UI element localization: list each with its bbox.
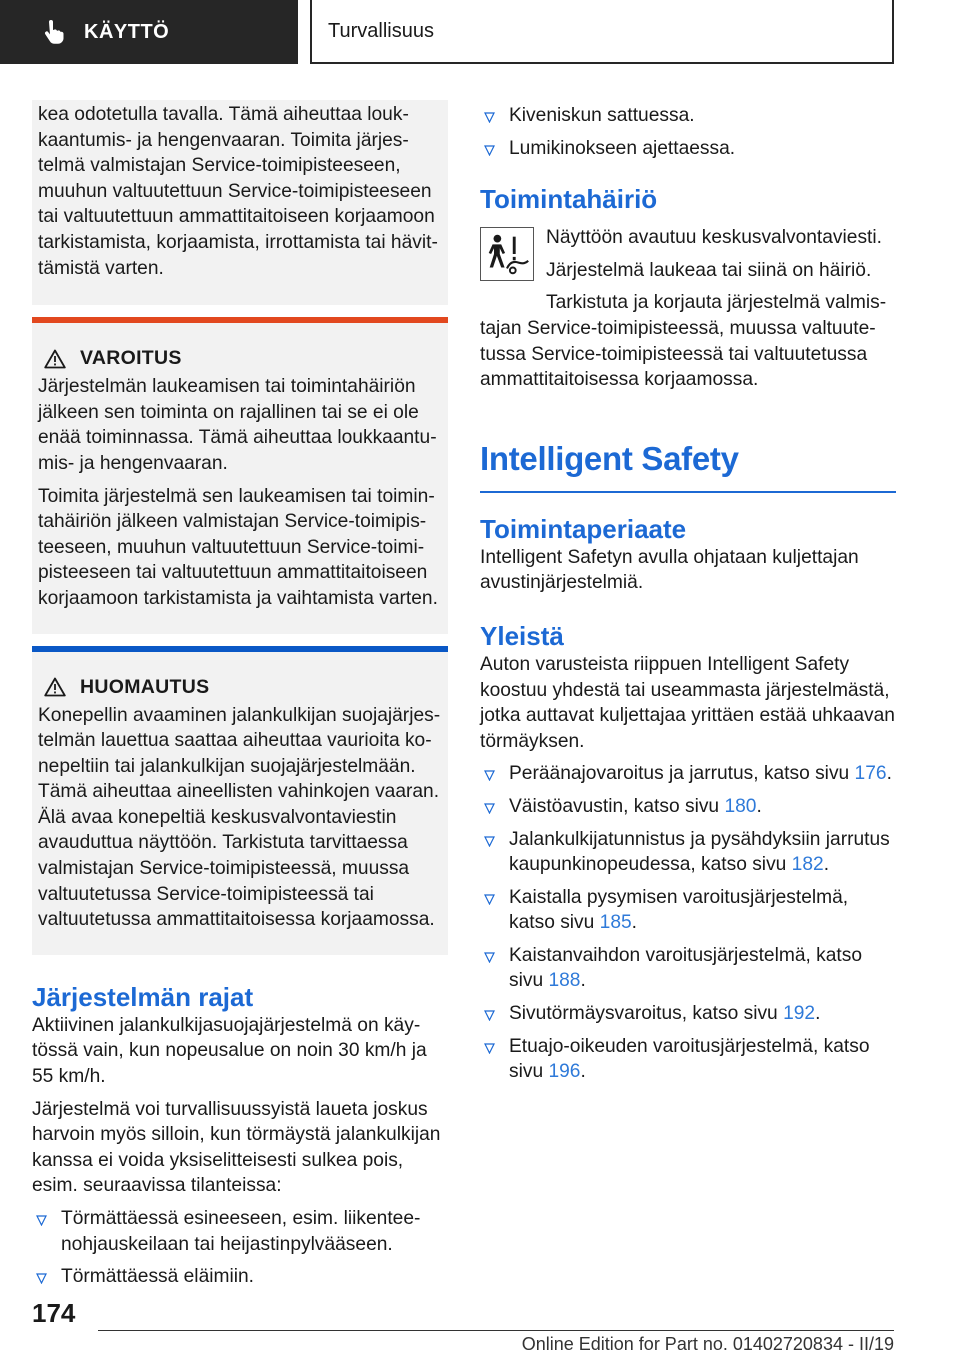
warning-box bbox=[32, 317, 448, 633]
list-item bbox=[32, 1206, 448, 1257]
list-item-text: Törmättäessä eläimiin. bbox=[61, 1266, 255, 1288]
triangle-bullet-icon bbox=[484, 894, 495, 905]
fault-line-3: Tarkistuta ja korjauta järjestelmä valmistajan Service-toimipisteessä, muussa valtuutetussa Service-toimipisteessä tai valtuutetussa ammattitaitoisessa korjaamossa. bbox=[480, 292, 887, 391]
limits-paragraph-1: Aktiivinen jalankulkijasuojajärjestelmä on käytössä vain, kun nopeusalue on noin 30 km/h ja 55 km/h. bbox=[32, 1014, 427, 1088]
notice-paragraph: Konepellin avaaminen jalankulkijan suojajärjestelmän lauettua saattaa aiheuttaa vaurioita konepeltiin tai jalankulkijan suojajärjestelmään. Tämä aiheuttaa aineellisten vahinkojen vaaran. Älä avaa konepeltiä keskusvalvontaviestin avauduttua näyttöön. Tarkistuta tarvittaessa valmistajan Service-toimipisteessä, muussa valtuutetussa Service-toimipisteessä tai valtuutetussa ammattitaitoisessa korjaamossa. bbox=[38, 704, 441, 931]
warning-triangle-icon bbox=[44, 677, 66, 697]
page-link[interactable]: 182 bbox=[791, 854, 824, 876]
general-text: Auton varusteista riippuen Intelligent Safety koostuu yhdestä tai useammasta järjestelmästä, jotka auttavat kuljettajaa yrittäen estää uhkaavan törmäyksen. bbox=[480, 653, 895, 752]
section-tab bbox=[0, 0, 298, 64]
page-link[interactable]: 188 bbox=[548, 970, 581, 992]
safety-heading: Intelligent Safety bbox=[480, 439, 739, 477]
list-item-text: Peräänajovaroitus ja jarrutus, katso sivu bbox=[509, 763, 855, 785]
systems-list bbox=[480, 761, 896, 1085]
page-link[interactable]: 196 bbox=[548, 1061, 581, 1083]
list-item-text: Väistöavustin, katso sivu bbox=[509, 795, 725, 817]
triangle-bullet-icon bbox=[484, 836, 495, 847]
list-item bbox=[480, 1034, 896, 1085]
warning-paragraph-1: Järjestelmän laukeamisen tai toimintahäiriön jälkeen sen toiminta on rajallinen tai se ei ole enää toiminnassa. Tämä aiheuttaa loukkaantumis- ja hengenvaaran. bbox=[38, 376, 437, 474]
page-link[interactable]: 176 bbox=[854, 763, 887, 785]
list-item bbox=[480, 794, 896, 820]
page-number: 174 bbox=[32, 1298, 76, 1328]
limits-paragraph-2: Järjestelmä voi turvallisuussyistä laueta joskus harvoin myös silloin, kun törmäystä jalankulkijan kanssa ei voida yksiselitteisesti sulkea pois, esim. seuraavissa tilanteissa: bbox=[32, 1098, 441, 1197]
list-item-text: Törmättäessä esineeseen, esim. liikenteenohjauskeilaan tai heijastinpylvääseen. bbox=[61, 1208, 421, 1255]
limits-heading: Järjestelmän rajat bbox=[32, 981, 254, 1012]
list-item bbox=[480, 943, 896, 994]
fault-heading: Toimintahäiriö bbox=[480, 184, 658, 215]
triangle-bullet-icon bbox=[484, 112, 495, 123]
section-label: KÄYTTÖ bbox=[84, 20, 170, 43]
list-item-end: . bbox=[815, 1003, 821, 1025]
continuation-box bbox=[32, 100, 448, 305]
footer-rule bbox=[98, 1330, 894, 1331]
hand-pointer-icon bbox=[40, 19, 66, 45]
list-item-text: Sivutörmäysvaroitus, katso sivu bbox=[509, 1003, 784, 1025]
list-item bbox=[480, 761, 896, 787]
principle-heading: Toimintaperiaate bbox=[480, 513, 687, 544]
limits-list bbox=[32, 1206, 448, 1290]
list-item bbox=[480, 885, 896, 936]
notice-header bbox=[38, 676, 442, 699]
list-item-text: Jalankulkijatunnistus ja pysähdyksiin jarrutus kaupunkinopeudessa, katso sivu bbox=[509, 828, 890, 876]
list-item-text: Kaistalla pysymisen varoitusjärjestelmä, katso sivu bbox=[509, 886, 849, 934]
notice-box bbox=[32, 646, 448, 955]
triangle-bullet-icon bbox=[484, 952, 495, 963]
list-item-end: . bbox=[886, 763, 892, 785]
list-item bbox=[480, 103, 896, 129]
left-column bbox=[32, 100, 448, 1290]
heading-rule bbox=[480, 491, 896, 493]
warning-paragraph-2: Toimita järjestelmä sen laukeamisen tai toimintahäiriön jälkeen valmistajan Service-toimipisteeseen, muuhun valtuutettuun Service-toimipisteeseen tai valtuutettuun ammattitaitoiseen korjaamoon tarkistamista ja vaihtamista varten. bbox=[38, 485, 438, 609]
list-item-text: Kiveniskun sattuessa. bbox=[509, 105, 695, 126]
situations-list bbox=[480, 103, 896, 161]
warning-triangle-icon bbox=[44, 349, 66, 369]
fault-line-2: Järjestelmä laukeaa tai siinä on häiriö. bbox=[546, 259, 872, 281]
page-link[interactable]: 192 bbox=[783, 1003, 816, 1025]
page-link[interactable]: 180 bbox=[724, 795, 757, 817]
triangle-bullet-icon bbox=[484, 145, 495, 156]
list-item-end: . bbox=[580, 1061, 586, 1083]
triangle-bullet-icon bbox=[484, 803, 495, 814]
triangle-bullet-icon bbox=[36, 1273, 47, 1284]
continuation-text: kea odotetulla tavalla. Tämä aiheuttaa loukkaantumis- ja hengenvaaran. Toimita järjestelmä valmistajan Service-toimipisteeseen, muuhun valtuutettuun Service-toimipisteeseen tai valtuutettuun ammattitaitoiseen korjaamoon tarkistamista, korjaamista, irrottamista tai hävittämistä varten. bbox=[38, 104, 438, 279]
pedestrian-fault-icon bbox=[480, 227, 534, 281]
list-item-text: Etuajo-oikeuden varoitusjärjestelmä, katso sivu bbox=[509, 1035, 870, 1083]
chapter-title: Turvallisuus bbox=[328, 19, 434, 42]
chapter-title-box bbox=[310, 0, 894, 64]
triangle-bullet-icon bbox=[36, 1215, 47, 1226]
list-item-text: Lumikinokseen ajettaessa. bbox=[509, 137, 736, 159]
triangle-bullet-icon bbox=[484, 1010, 495, 1021]
warning-title: VAROITUS bbox=[80, 347, 182, 370]
list-item-end: . bbox=[756, 795, 762, 817]
list-item bbox=[480, 1001, 896, 1027]
list-item-end: . bbox=[823, 854, 830, 876]
list-item-end: . bbox=[580, 970, 586, 992]
list-item bbox=[480, 827, 896, 878]
list-item-end: . bbox=[631, 912, 638, 934]
edition-text: Online Edition for Part no. 01402720834 - II/19 bbox=[521, 1334, 894, 1354]
warning-header bbox=[38, 347, 442, 370]
triangle-bullet-icon bbox=[484, 770, 495, 781]
fault-block bbox=[480, 225, 896, 393]
list-item bbox=[32, 1264, 448, 1290]
general-heading: Yleistä bbox=[480, 620, 564, 651]
notice-title: HUOMAUTUS bbox=[80, 675, 210, 698]
list-item-text: Kaistanvaihdon varoitusjärjestelmä, katso sivu bbox=[509, 944, 863, 992]
principle-text: Intelligent Safetyn avulla ohjataan kuljettajan avustinjärjestelmiä. bbox=[480, 546, 859, 594]
right-column bbox=[480, 100, 896, 1085]
fault-line-1: Näyttöön avautuu keskusvalvontaviesti. bbox=[546, 227, 882, 249]
triangle-bullet-icon bbox=[484, 1043, 495, 1054]
list-item bbox=[480, 136, 896, 162]
page-link[interactable]: 185 bbox=[599, 912, 632, 934]
